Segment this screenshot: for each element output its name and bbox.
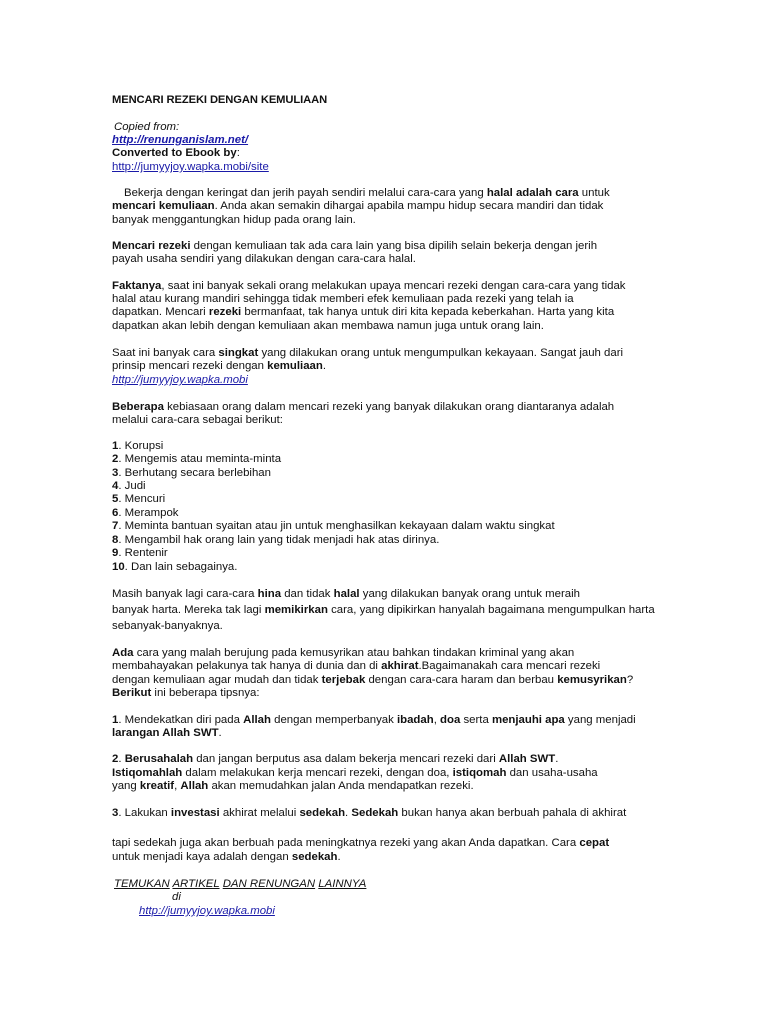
- list-item: 1. Korupsi: [112, 440, 164, 452]
- p2-line-2: payah usaha sendiri yang dilakukan dengan cara-cara halal.: [112, 253, 416, 265]
- footer-wapka-link[interactable]: http://jumyyjoy.wapka.mobi: [139, 905, 275, 917]
- p4-line-2: prinsip mencari rezeki dengan kemuliaan.: [112, 360, 327, 372]
- converted-line: [112, 147, 240, 161]
- p3-line-4: dapatkan akan lebih dengan kemuliaan akan membawa namun juga untuk orang lain.: [112, 320, 544, 332]
- list-item: 9. Rentenir: [112, 547, 168, 559]
- tip2-line-1: 2. Berusahalah dan jangan berputus asa dalam bekerja mencari rezeki dari Allah SWT.: [112, 753, 559, 765]
- p1-line-2: mencari kemuliaan. Anda akan semakin dihargai apabila mampu hidup secara mandiri dan tidak: [112, 200, 604, 212]
- list-item: 2. Mengemis atau meminta-minta: [112, 453, 282, 465]
- converted-colon: :: [236, 147, 240, 159]
- footer-link[interactable]: [139, 905, 275, 919]
- source-url[interactable]: http://renunganislam.net/: [112, 134, 249, 146]
- p3-line-2: halal atau kurang mandiri sehingga tidak memberi efek kemuliaan pada rezeki yang telah ia: [112, 293, 574, 305]
- footer-heading: TEMUKAN ARTIKEL DAN RENUNGAN LAINNYA: [114, 878, 367, 890]
- list-item: 4. Judi: [112, 480, 146, 492]
- p5-line-1: Beberapa kebiasaan orang dalam mencari rezeki yang banyak dilakukan orang diantaranya adalah: [112, 401, 615, 413]
- p7-line-3: dengan kemuliaan agar mudah dan tidak terjebak dengan cara-cara haram dan berbau kemusyrikan?: [112, 674, 634, 686]
- p7-line-2: membahayakan pelakunya tak hanya di dunia dan di akhirat.Bagaimanakah cara mencari rezeki: [112, 660, 601, 672]
- tip1-line-1: 1. Mendekatkan diri pada Allah dengan memperbanyak ibadah, doa serta menjauhi apa yang menjadi: [112, 714, 636, 726]
- list-item: 3. Berhutang secara berlebihan: [112, 467, 271, 479]
- list-item: 5. Mencuri: [112, 493, 166, 505]
- list-item: 10. Dan lain sebagainya.: [112, 561, 238, 573]
- p4-line-1: Saat ini banyak cara singkat yang dilakukan orang untuk mengumpulkan kekayaan. Sangat jauh dari: [112, 347, 624, 359]
- p1-line-1: Bekerja dengan keringat dan jerih payah sendiri melalui cara-cara yang halal adalah cara untuk: [124, 187, 610, 199]
- list-item: 7. Meminta bantuan syaitan atau jin untuk menghasilkan kekayaan dalam waktu singkat: [112, 520, 555, 532]
- p4-link[interactable]: [112, 374, 248, 388]
- p7-line-1: Ada cara yang malah berujung pada kemusyrikan atau bahkan tindakan kriminal yang akan: [112, 647, 575, 659]
- source-link[interactable]: [112, 134, 248, 148]
- list-item: 6. Merampok: [112, 507, 179, 519]
- tip2-line-2: Istiqomahlah dalam melakukan kerja mencari rezeki, dengan doa, istiqomah dan usaha-usaha: [112, 767, 598, 779]
- p7-line-4: Berikut ini beberapa tipsnya:: [112, 687, 260, 699]
- p3-line-1: Faktanya, saat ini banyak sekali orang melakukan upaya mencari rezeki dengan cara-cara yang tidak: [112, 280, 626, 292]
- p5-line-2: melalui cara-cara sebagai berikut:: [112, 414, 283, 426]
- tip1-line-2: larangan Allah SWT.: [112, 727, 222, 739]
- tip3-line-1: 3. Lakukan investasi akhirat melalui sedekah. Sedekah bukan hanya akan berbuah pahala di akhirat: [112, 807, 627, 819]
- p1-line-3: banyak menggantungkan hidup pada orang lain.: [112, 214, 356, 226]
- list-item: 8. Mengambil hak orang lain yang tidak menjadi hak atas dirinya.: [112, 534, 440, 546]
- copied-from-label: Copied from:: [114, 121, 180, 133]
- converted-label: Converted to Ebook by: [112, 147, 237, 159]
- p6-line-3: sebanyak-banyaknya.: [112, 620, 223, 632]
- footer-di: di: [172, 891, 181, 903]
- site-link[interactable]: [112, 161, 269, 175]
- p2-line-1: Mencari rezeki dengan kemuliaan tak ada cara lain yang bisa dipilih selain bekerja dengan jerih: [112, 240, 598, 252]
- p6-line-2: banyak harta. Mereka tak lagi memikirkan cara, yang dipikirkan hanyalah bagaimana mengumpulkan harta: [112, 604, 655, 616]
- tip2-line-3: yang kreatif, Allah akan memudahkan jalan Anda mendapatkan rezeki.: [112, 780, 474, 792]
- site-url[interactable]: http://jumyyjoy.wapka.mobi/site: [112, 161, 269, 173]
- wapka-link[interactable]: http://jumyyjoy.wapka.mobi: [112, 374, 248, 386]
- p3-line-3: dapatkan. Mencari rezeki bermanfaat, tak hanya untuk diri kita kepada keberkahan. Harta yang kita: [112, 306, 615, 318]
- tip3-line-2: tapi sedekah juga akan berbuah pada meningkatnya rezeki yang akan Anda dapatkan. Cara cepat: [112, 837, 610, 849]
- document-title: MENCARI REZEKI DENGAN KEMULIAAN: [112, 94, 328, 106]
- p6-line-1: Masih banyak lagi cara-cara hina dan tidak halal yang dilakukan banyak orang untuk meraih: [112, 588, 580, 600]
- tip3-line-3: untuk menjadi kaya adalah dengan sedekah.: [112, 851, 341, 863]
